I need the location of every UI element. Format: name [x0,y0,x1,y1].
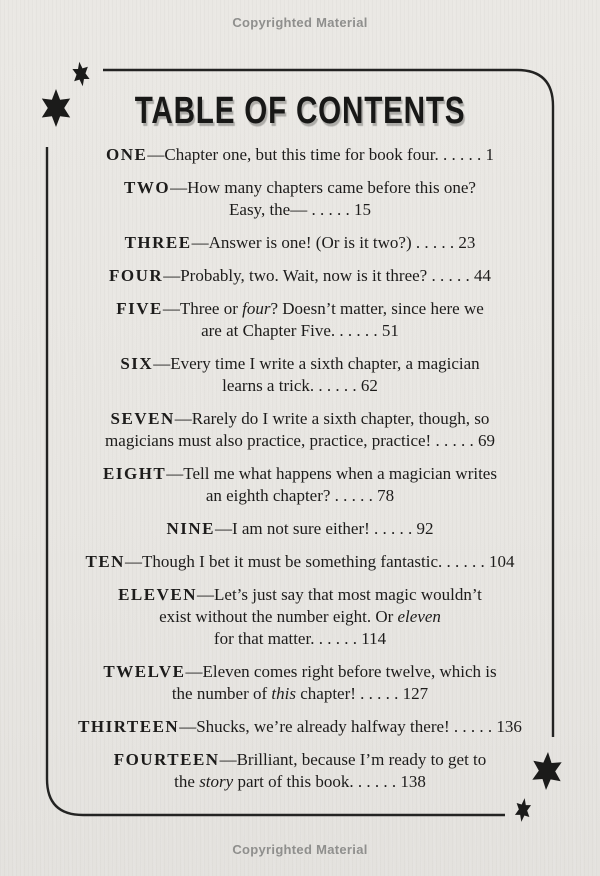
chapter-number-label: THIRTEEN [78,717,180,736]
toc-line [78,749,522,771]
copyright-notice-top: Copyrighted Material [232,15,368,30]
toc-line [78,298,522,320]
toc-entry [78,408,522,452]
toc-line [78,683,522,705]
toc-entry [78,661,522,705]
chapter-number-label: TEN [85,552,125,571]
toc-text-segment: —How many chapters came before this one? [170,178,476,197]
chapter-number-label: SIX [120,354,154,373]
toc-line [78,408,522,430]
toc-entry [78,298,522,342]
toc-text-segment: learns a trick. . . . . . 62 [222,376,378,395]
toc-text-segment: exist without the number eight. Or [159,607,398,626]
toc-entry [78,144,522,166]
chapter-number-label: NINE [166,519,215,538]
toc-text-segment: eleven [397,607,441,626]
chapter-number-label: THREE [124,233,192,252]
small-sparkle-star-icon [514,797,532,823]
toc-line [78,716,522,738]
toc-text-segment: the number of [171,684,272,703]
toc-line [78,430,522,452]
toc-text-segment: —Three or [162,299,243,318]
toc-line [78,353,522,375]
toc-line [78,661,522,683]
toc-entry [78,463,522,507]
toc-text-segment: —Tell me what happens when a magician writes [166,464,497,483]
toc-line [78,463,522,485]
toc-entry [78,518,522,540]
toc-text-segment: —Eleven comes right before twelve, which is [185,662,497,681]
toc-text-segment: for that matter. . . . . . 114 [213,629,387,648]
copyright-notice-bottom: Copyrighted Material [232,842,368,857]
toc-text-segment: this [271,684,296,703]
toc-line [78,320,522,342]
page-title: TABLE OF CONTENTS [134,90,466,132]
toc-text-segment: the [174,772,200,791]
toc-line [78,518,522,540]
toc-text-segment: —Let’s just say that most magic wouldn’t [197,585,482,604]
toc-text-segment: —Answer is one! (Or is it two?) . . . . . 23 [191,233,476,252]
toc-text-segment: —Shucks, we’re already halfway there! . . . . . 136 [179,717,522,736]
chapter-number-label: FOURTEEN [113,750,220,769]
toc-line [78,606,522,628]
toc-entry [78,716,522,738]
small-sparkle-star-icon [72,61,91,88]
toc-text-segment: —Every time I write a sixth chapter, a magician [153,354,480,373]
toc-line [78,485,522,507]
toc-text-segment: —I am not sure either! . . . . . 92 [214,519,434,538]
chapter-number-label: ELEVEN [118,585,198,604]
toc-line [78,232,522,254]
toc-text-segment: —Though I bet it must be something fantastic. . . . . . 104 [124,552,515,571]
chapter-number-label: FOUR [109,266,164,285]
chapter-number-label: TWO [124,178,171,197]
toc-text-segment: Easy, the— . . . . . 15 [229,200,371,219]
toc-text-segment: magicians must also practice, practice, practice! . . . . . 69 [105,431,495,450]
toc-entry [78,232,522,254]
toc-text-segment: —Chapter one, but this time for book four. . . . . . 1 [147,145,494,164]
chapter-number-label: EIGHT [103,464,167,483]
chapter-number-label: SEVEN [110,409,175,428]
toc-line [78,584,522,606]
toc-line [78,177,522,199]
toc-entry [78,551,522,573]
toc-entry [78,353,522,397]
chapter-number-label: TWELVE [103,662,186,681]
toc-entry [78,177,522,221]
toc-text-segment: —Probably, two. Wait, now is it three? . . . . . 44 [163,266,491,285]
toc-text-segment: chapter! . . . . . 127 [295,684,429,703]
toc-text-segment: story [199,772,234,791]
toc-text-segment: part of this book. . . . . . 138 [233,772,426,791]
chapter-number-label: ONE [106,145,148,164]
toc-entry [78,584,522,650]
toc-line [78,199,522,221]
toc-entries [78,144,522,793]
toc-line [78,771,522,793]
toc-entry [78,265,522,287]
toc-line [78,551,522,573]
toc-text-segment: —Rarely do I write a sixth chapter, though, so [174,409,490,428]
toc-line [78,265,522,287]
toc-text-segment: —Brilliant, because I’m ready to get to [219,750,487,769]
toc-text-segment: an eighth chapter? . . . . . 78 [205,486,395,505]
toc-text-segment: are at Chapter Five. . . . . . 51 [201,321,399,340]
toc-line [78,144,522,166]
toc-line [78,375,522,397]
toc-text-segment: ? Doesn’t matter, since here we [270,299,484,318]
large-six-point-star-icon [532,751,562,790]
toc-entry [78,749,522,793]
toc-line [78,628,522,650]
chapter-number-label: FIVE [116,299,163,318]
toc-text-segment: four [242,299,271,318]
